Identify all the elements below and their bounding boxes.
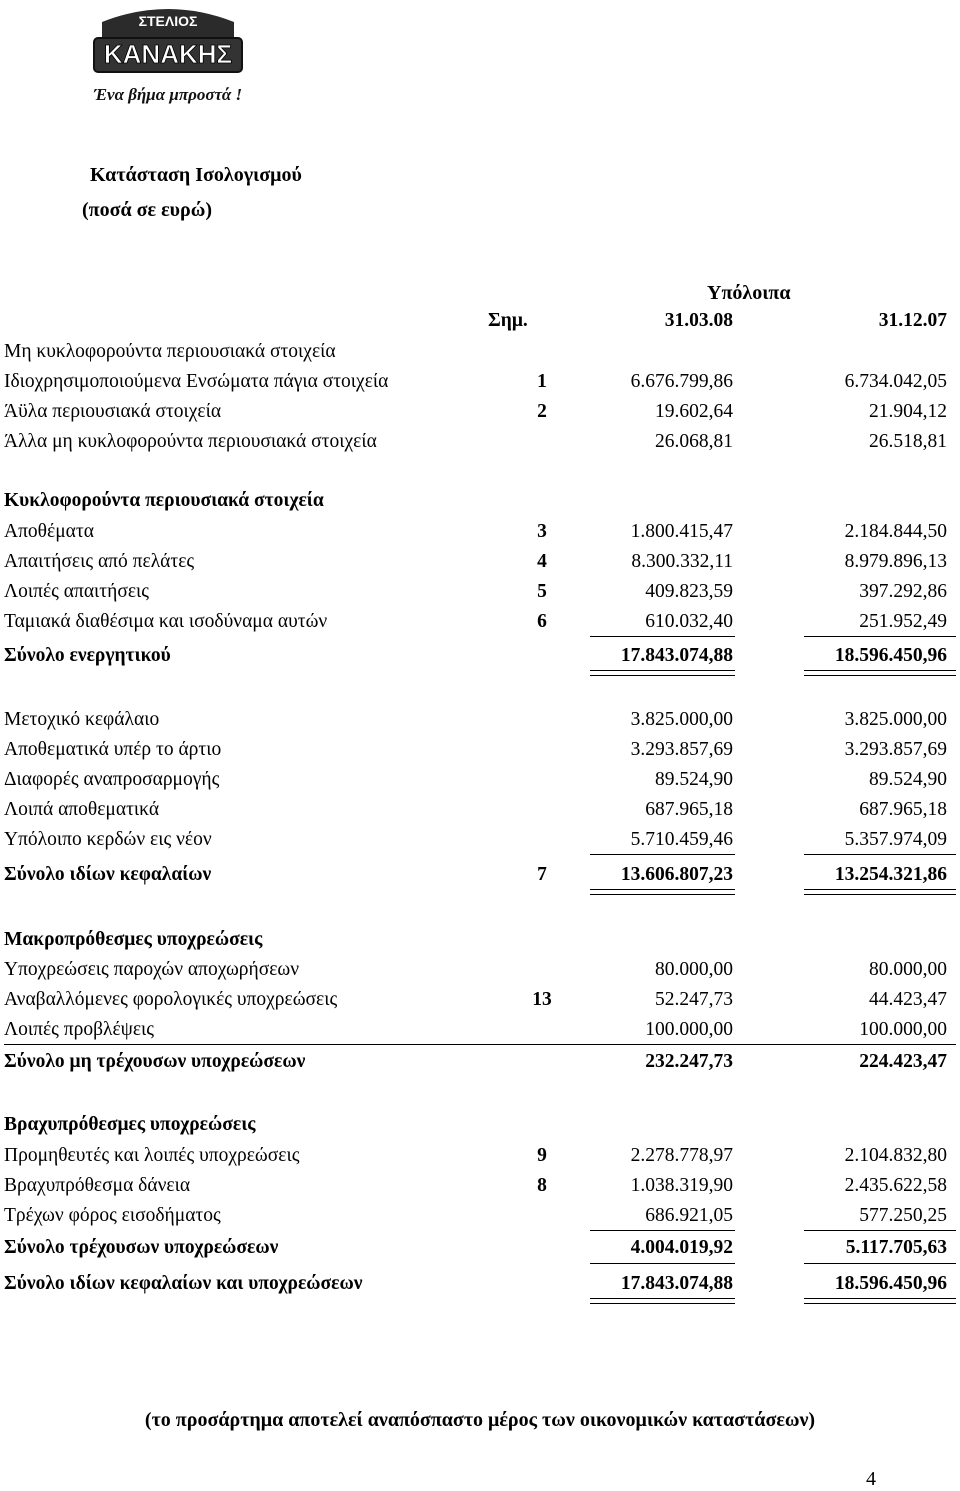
total-double-underline [804, 1298, 956, 1304]
total-row: Σύνολο τρέχουσων υποχρεώσεων 4.004.019,92 5.117.705,63 [4, 1237, 947, 1258]
total-double-underline [590, 889, 735, 895]
subtotal-underline [804, 1230, 956, 1231]
page-title: Κατάσταση Ισολογισμού [90, 164, 302, 186]
section-underline [4, 1044, 956, 1045]
section-heading: Μακροπρόθεσμες υποχρεώσεις [4, 929, 263, 950]
total-row: Σύνολο μη τρέχουσων υποχρεώσεων 232.247,73 224.423,47 [4, 1051, 947, 1072]
table-row: Λοιπές προβλέψεις 100.000,00 100.000,00 [4, 1019, 947, 1040]
subtotal-underline [590, 636, 735, 637]
table-row: Αναβαλλόμενες φορολογικές υποχρεώσεις 13 52.247,73 44.423,47 [4, 989, 947, 1010]
table-row: Αποθεματικά υπέρ το άρτιο 3.293.857,69 3.293.857,69 [4, 739, 947, 760]
col1-header: 31.03.08 [664, 310, 733, 331]
section-heading: Κυκλοφορούντα περιουσιακά στοιχεία [4, 490, 324, 511]
table-row: Υποχρεώσεις παροχών αποχωρήσεων 80.000,00 80.000,00 [4, 959, 947, 980]
note-column-header: Σημ. [488, 310, 528, 331]
page-subtitle: (ποσά σε ευρώ) [82, 199, 212, 221]
subtotal-underline [590, 1230, 735, 1231]
logo-name: ΚΑΝΑΚΗΣ [103, 39, 233, 69]
logo-slogan: Ένα βήμα μπροστά ! [93, 85, 243, 104]
col2-header: 31.12.07 [878, 310, 947, 331]
total-double-underline [804, 670, 956, 676]
table-row: Βραχυπρόθεσμα δάνεια 8 1.038.319,90 2.435.622,58 [4, 1175, 947, 1196]
table-row: Λοιπές απαιτήσεις 5 409.823,59 397.292,86 [4, 581, 947, 602]
table-row: Απαιτήσεις από πελάτες 4 8.300.332,11 8.979.896,13 [4, 551, 947, 572]
subtotal-underline [804, 636, 956, 637]
table-row: Υπόλοιπο κερδών εις νέον 5.710.459,46 5.357.974,09 [4, 829, 947, 850]
column-header-row [0, 310, 960, 340]
grand-total-row: Σύνολο ιδίων κεφαλαίων και υποχρεώσεων 17.843.074,88 18.596.450,96 [4, 1273, 947, 1294]
section-heading: Μη κυκλοφορούντα περιουσιακά στοιχεία [4, 341, 336, 362]
logo-top-text: ΣΤΕΛΙΟΣ [138, 13, 198, 29]
table-row: Ταμιακά διαθέσιμα και ισοδύναμα αυτών 6 610.032,40 251.952,49 [4, 611, 947, 632]
total-double-underline [590, 1298, 735, 1304]
table-row: Αποθέματα 3 1.800.415,47 2.184.844,50 [4, 521, 947, 542]
subtotal-underline [804, 854, 956, 855]
total-double-underline [590, 670, 735, 676]
table-row: Ιδιοχρησιμοποιούμενα Ενσώματα πάγια στοιχεία 1 6.676.799,86 6.734.042,05 [4, 371, 947, 392]
table-row: Διαφορές αναπροσαρμογής 89.524,90 89.524,90 [4, 769, 947, 790]
table-row: Προμηθευτές και λοιπές υποχρεώσεις 9 2.278.778,97 2.104.832,80 [4, 1145, 947, 1166]
table-row: Λοιπά αποθεματικά 687.965,18 687.965,18 [4, 799, 947, 820]
section-heading: Βραχυπρόθεσμες υποχρεώσεις [4, 1114, 256, 1135]
table-row: Μετοχικό κεφάλαιο 3.825.000,00 3.825.000,00 [4, 709, 947, 730]
subtotal-underline [590, 1263, 735, 1264]
page-number: 4 [866, 1468, 876, 1490]
company-logo [88, 0, 248, 110]
subtotal-underline [590, 854, 735, 855]
table-row: Άϋλα περιουσιακά στοιχεία 2 19.602,64 21.904,12 [4, 401, 947, 422]
footer-note: (το προσάρτημα αποτελεί αναπόσπαστο μέρος των οικονομικών καταστάσεων) [144, 1409, 816, 1431]
table-row: Άλλα μη κυκλοφορούντα περιουσιακά στοιχεία 26.068,81 26.518,81 [4, 431, 947, 452]
table-row: Τρέχων φόρος εισοδήματος 686.921,05 577.250,25 [4, 1205, 947, 1226]
total-row: Σύνολο ιδίων κεφαλαίων 7 13.606.807,23 13.254.321,86 [4, 864, 947, 885]
total-double-underline [804, 889, 956, 895]
subtotal-underline [804, 1263, 956, 1264]
balances-header: Υπόλοιπα [707, 282, 791, 304]
total-row: Σύνολο ενεργητικού 17.843.074,88 18.596.450,96 [4, 645, 947, 666]
